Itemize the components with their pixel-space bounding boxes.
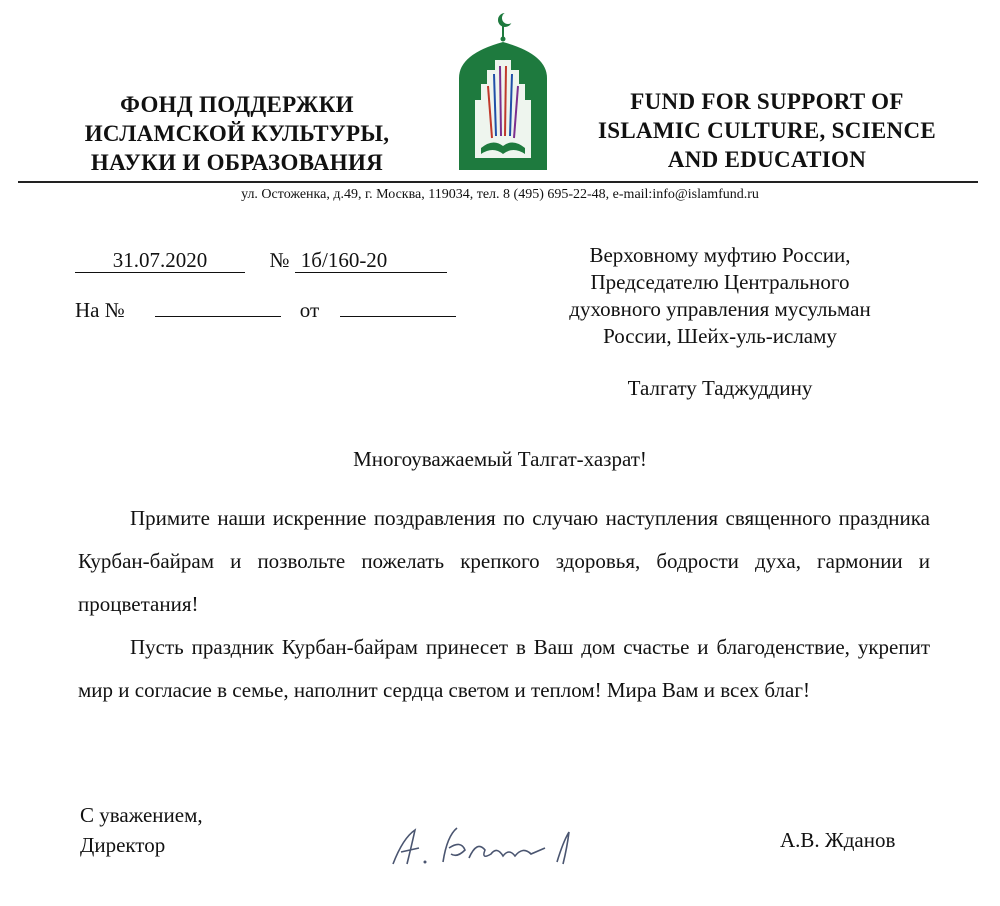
mosque-logo-icon (455, 8, 551, 174)
org-name-ru-line: ФОНД ПОДДЕРЖКИ (120, 92, 354, 117)
org-name-en-line: AND EDUCATION (667, 147, 867, 172)
recipient-title-line: России, Шейх-уль-исламу (603, 324, 837, 348)
recipient-title-line: Верховному муфтию России, (589, 243, 851, 267)
org-name-en-line: FUND FOR SUPPORT OF (630, 89, 904, 114)
number-label: № (269, 248, 290, 272)
recipient-title-line: Председателю Центрального (590, 270, 850, 294)
signer-name: А.В. Жданов (780, 828, 896, 852)
closing-block (80, 800, 203, 860)
recipient-name: Талгату Таджуддину (627, 376, 813, 400)
org-name-ru-line: НАУКИ И ОБРАЗОВАНИЯ (90, 150, 384, 175)
org-name-ru (62, 90, 412, 177)
header-divider (18, 181, 978, 183)
reply-label: На № (75, 298, 125, 322)
reference-date-number (75, 248, 447, 273)
reference-reply (75, 292, 456, 323)
outgoing-number: 1б/160-20 (295, 248, 447, 273)
recipient-title-line: духовного управления мусульман (569, 297, 871, 321)
org-name-en (572, 87, 962, 174)
body-paragraph (78, 626, 930, 712)
from-label: от (299, 298, 320, 322)
contact-address: ул. Остоженка, д.49, г. Москва, 119034, тел. 8 (495) 695-22-48, e-mail:info@islamfund.ru (241, 187, 759, 202)
org-name-ru-line: ИСЛАМСКОЙ КУЛЬТУРЫ, (84, 121, 390, 146)
regards: С уважением, (80, 803, 203, 827)
salutation: Многоуважаемый Талгат-хазрат! (353, 447, 647, 471)
reply-number-field (155, 292, 281, 317)
reply-date-field (340, 292, 456, 317)
signer-position: Директор (80, 833, 166, 857)
body-paragraph-text: Примите наши искренние поздравления по случаю наступления священного праздника Курбан-байрам и позвольте пожелать крепкого здоровья, бодрости духа, гармонии и процветания! (78, 506, 930, 616)
outgoing-date: 31.07.2020 (75, 248, 245, 273)
body-paragraph-text: Пусть праздник Курбан-байрам принесет в Ваш дом счастье и благоденствие, укрепит мир и согласие в семье, наполнит сердца светом и теплом! Мира Вам и всех благ! (78, 635, 930, 702)
recipient-title (510, 242, 930, 350)
signature-icon (385, 818, 595, 874)
body-paragraph (78, 497, 930, 626)
org-name-en-line: ISLAMIC CULTURE, SCIENCE (597, 118, 936, 143)
